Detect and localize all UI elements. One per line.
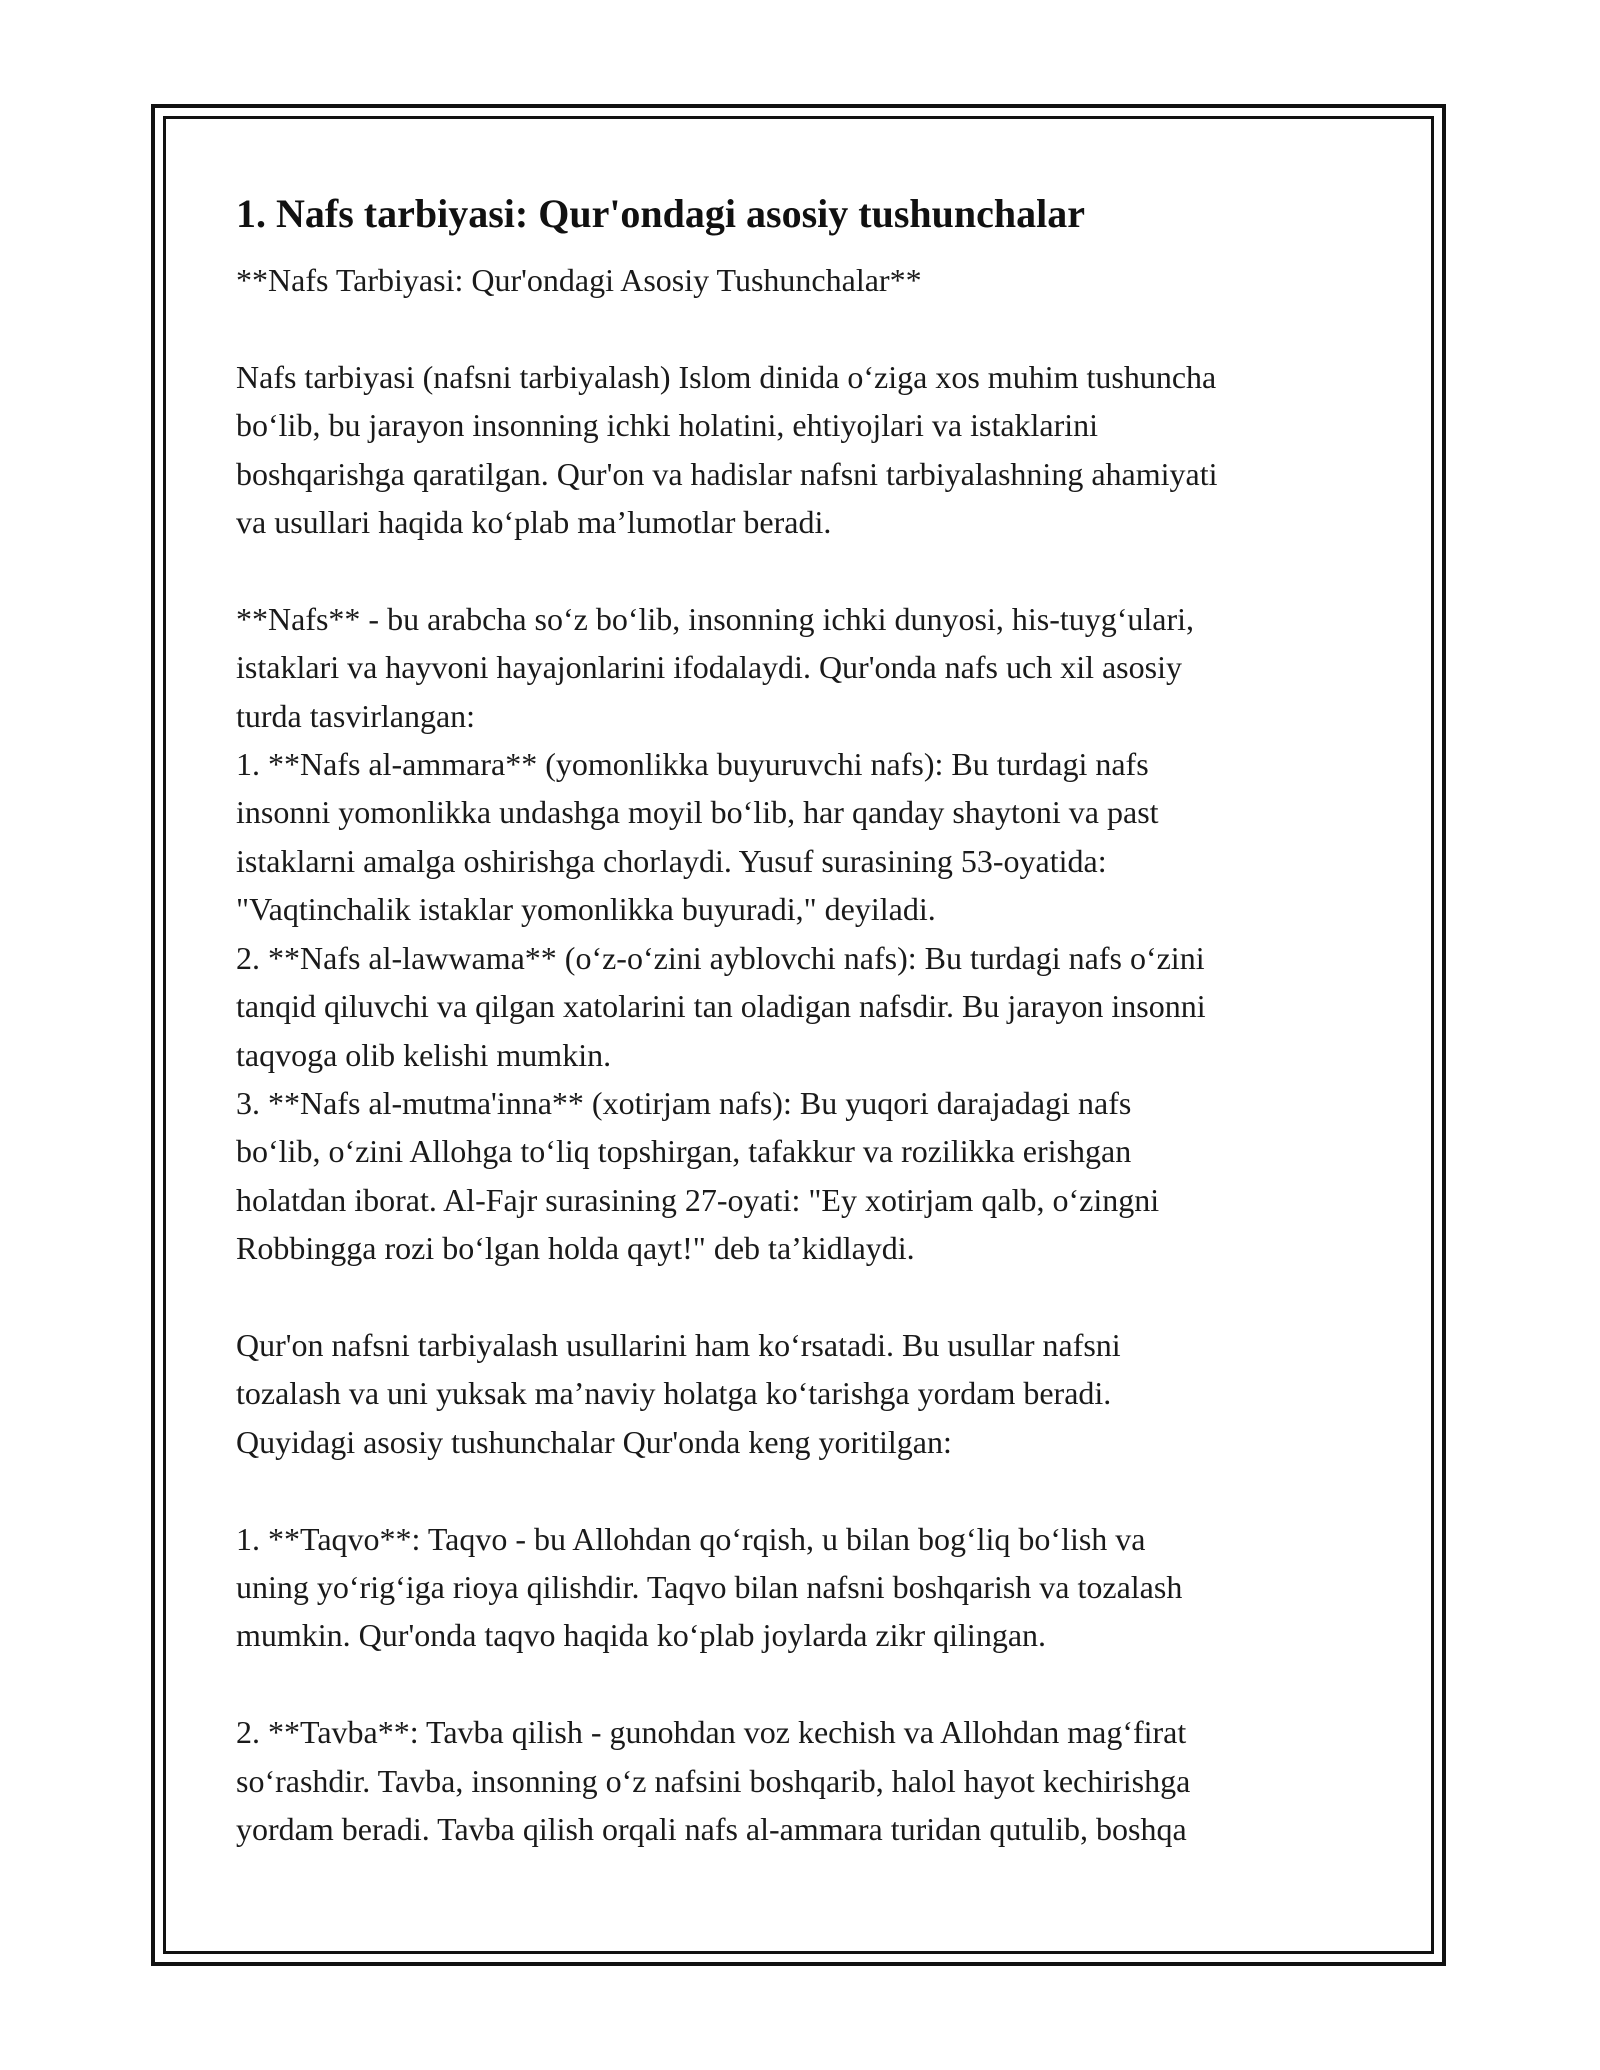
document-body: **Nafs Tarbiyasi: Qur'ondagi Asosiy Tushunchalar** Nafs tarbiyasi (nafsni tarbiyalash) Islom dinida o‘ziga xos muhim tushuncha bo‘lib, bu jarayon insonning ichki holatini, ehtiyojlari va istaklarini boshqarishga qaratilgan. Qur'on va hadislar nafsni tarbiyalashning ahamiyati va usullari haqida ko‘plab ma’lumotlar beradi. **Nafs** - bu arabcha so‘z bo‘lib, insonning ichki dunyosi, his-tuyg‘ulari, istaklari va hayvoni hayajonlarini ifodalaydi. Qur'onda nafs uch xil asosiy turda tasvirlangan: 1. **Nafs al-ammara** (yomonlikka buyuruvchi nafs): Bu turdagi nafs insonni yomonlikka undashga moyil bo‘lib, har qanday shaytoni va past istaklarni amalga oshirishga chorlaydi. Yusuf surasining 53-oyatida: "Vaqtinchalik istaklar yomonlikka buyuradi," deyiladi. 2. **Nafs al-lawwama** (o‘z-o‘zini ayblovchi nafs): Bu turdagi nafs o‘zini tanqid qiluvchi va qilgan xatolarini tan oladigan nafsdir. Bu jarayon insonni taqvoga olib kelishi mumkin. 3. **Nafs al-mutma'inna** (xotirjam nafs): Bu yuqori darajadagi nafs bo‘lib, o‘zini Allohga to‘liq topshirgan, tafakkur va rozilikka erishgan holatdan iborat. Al-Fajr surasining 27-oyati: "Ey xotirjam qalb, o‘zingni Robbingga rozi bo‘lgan holda qayt!" deb ta’kidlaydi. Qur'on nafsni tarbiyalash usullarini ham ko‘rsatadi. Bu usullar nafsni tozalash va uni yuksak ma’naviy holatga ko‘tarishga yordam beradi. Quyidagi asosiy tushunchalar Qur'onda keng yoritilgan: 1. **Taqvo**: Taqvo - bu Allohdan qo‘rqish, u bilan bog‘liq bo‘lish va uning yo‘rig‘iga rioya qilishdir. Taqvo bilan nafsni boshqarish va tozalash mumkin. Qur'onda taqvo haqida ko‘plab joylarda zikr qilingan. 2. **Tavba**: Tavba qilish - gunohdan voz kechish va Allohdan mag‘firat so‘rashdir. Tavba, insonning o‘z nafsini boshqarib, halol hayot kechirishga yordam beradi. Tavba qilish orqali nafs al-ammara turidan qutulib, boshqa (236, 262, 1218, 1847)
document-heading: 1. Nafs tarbiyasi: Qur'ondagi asosiy tushunchalar (236, 191, 1086, 236)
document-content (236, 186, 1376, 1853)
